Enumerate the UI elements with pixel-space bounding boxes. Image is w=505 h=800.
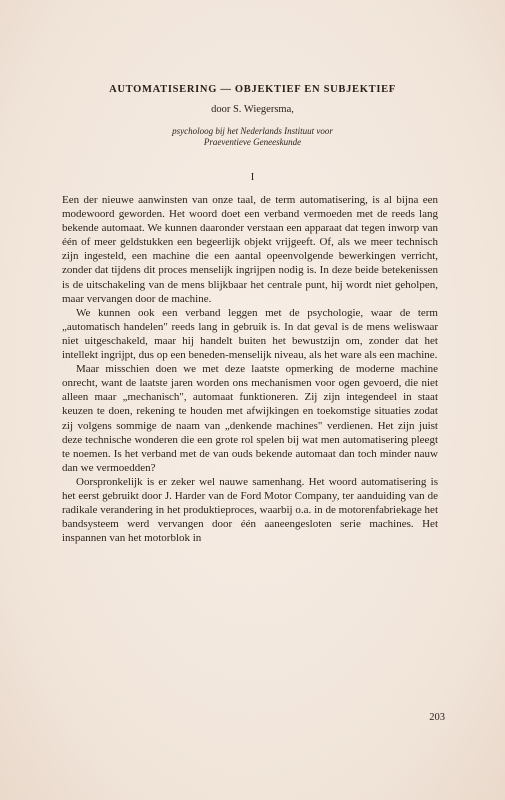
- paragraph-3: Maar misschien doen we met deze laatste opmerking de moderne machine onrecht, want de laatste jaren worden ons mechanismen voor ogen gevoerd, die niet alleen maar „mechanisch", automaat funktioneren. Zij zijn integendeel in staat keuzen te doen, rekening te houden met afwijkingen en toekomstige situaties zodat zij volgens sommige de naam van „denkende machines" verdienen. Het zijn juist deze technische wonderen die een grote rol spelen bij wat men automatisering pleegt te noemen. Is het verband met de van ouds bekende automaat dan toch minder nauw dan we vermoedden?: [62, 363, 438, 474]
- page-number: 203: [429, 712, 445, 723]
- affiliation-line-2: Praeventieve Geneeskunde: [203, 137, 302, 147]
- paragraph-4: Oorspronkelijk is er zeker wel nauwe samenhang. Het woord automatisering is het eerst gebruikt door J. Harder van de Ford Motor Company, ter aanduiding van de radikale verandering in het produktieproces, waarbij o.a. in de motorenfabriekage het bandsysteem werd vervangen door één aaneengesloten serie machines. Het inspannen van het motorblok in: [62, 475, 438, 545]
- author-affiliation: [60, 126, 445, 148]
- affiliation-line-1: psycholoog bij het Nederlands Instituut voor: [172, 126, 333, 136]
- paragraph-2: We kunnen ook een verband leggen met de psychologie, waar de term „automatisch handelen" reeds lang in gebruik is. In dat geval is de mens weliswaar niet uitgeschakeld, maar hij handelt buiten het bewustzijn om, zonder dat het intellekt ingrijpt, dus op een beneden-menselijk niveau, als het ware als een machine.: [62, 306, 438, 362]
- article-body: [62, 193, 438, 545]
- article-title: AUTOMATISERING — OBJEKTIEF EN SUBJEKTIEF: [109, 84, 396, 95]
- author-byline: door S. Wiegersma,: [211, 104, 294, 115]
- section-number: I: [250, 172, 255, 183]
- paragraph-1: Een der nieuwe aanwinsten van onze taal, de term automatisering, is al bijna een modewoord geworden. Het woord doet een verband vermoeden met de reeds lang bekende automaat. We kunnen daaronder verstaan een apparaat dat tegen inworp van één of meer geldstukken een begeerlijk objekt vrijgeeft. Of, als we meer technisch zijn ingesteld, een machine die een aantal opeenvolgende bewerkingen verricht, zonder dat tijdens dit proces menselijk ingrijpen nodig is. In deze beide betekenissen is de uitschakeling van de mens blijkbaar het centrale punt, hij wordt niet geholpen, maar vervangen door de machine.: [62, 194, 438, 305]
